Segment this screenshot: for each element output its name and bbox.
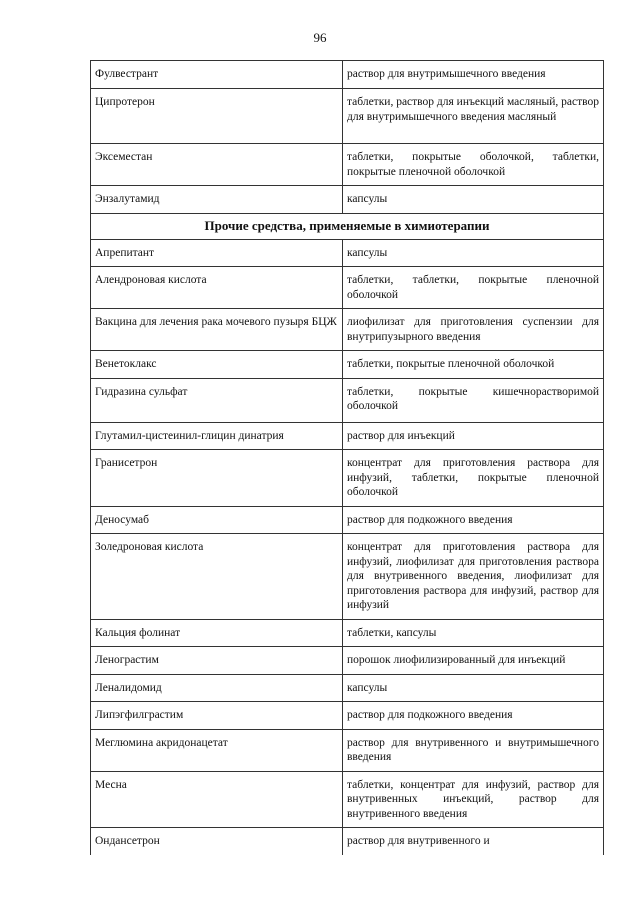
table-row (91, 351, 604, 379)
page-number: 96 (313, 30, 327, 45)
drug-name-cell: Липэгфилграстим (91, 702, 343, 730)
dosage-form-cell: капсулы (343, 239, 604, 267)
table-row (91, 702, 604, 730)
table-row (91, 729, 604, 771)
drug-name-cell: Золедроновая кислота (91, 534, 343, 620)
table-row (91, 534, 604, 620)
dosage-form-cell: таблетки, концентрат для инфузий, раствор для внутривенных инъекций, раствор для внутривенного введения (343, 771, 604, 828)
drug-name-cell: Апрепитант (91, 239, 343, 267)
drug-name-cell: Гидразина сульфат (91, 378, 343, 422)
dosage-form-cell: раствор для внутримышечного введения (343, 61, 604, 89)
dosage-form-cell: таблетки, раствор для инъекций масляный, раствор для внутримышечного введения масляный (343, 89, 604, 144)
section-title: Прочие средства, применяемые в химиотерапии (91, 214, 604, 240)
drug-name-cell: Энзалутамид (91, 186, 343, 214)
dosage-form-cell: порошок лиофилизированный для инъекций (343, 647, 604, 675)
drug-table (90, 60, 604, 855)
drug-name-cell: Месна (91, 771, 343, 828)
dosage-form-cell: раствор для инъекций (343, 422, 604, 450)
table-row (91, 771, 604, 828)
dosage-form-cell: капсулы (343, 186, 604, 214)
drug-name-cell: Алендроновая кислота (91, 267, 343, 309)
table-row (91, 619, 604, 647)
dosage-form-cell: раствор для подкожного введения (343, 506, 604, 534)
drug-name-cell: Ондансетрон (91, 828, 343, 855)
table-row (91, 309, 604, 351)
table-row (91, 186, 604, 214)
drug-name-cell: Венетоклакс (91, 351, 343, 379)
drug-name-cell: Леналидомид (91, 674, 343, 702)
drug-name-cell: Ципротерон (91, 89, 343, 144)
dosage-form-cell: лиофилизат для приготовления суспензии для внутрипузырного введения (343, 309, 604, 351)
dosage-form-cell: таблетки, покрытые оболочкой, таблетки, покрытые пленочной оболочкой (343, 144, 604, 186)
drug-name-cell: Деносумаб (91, 506, 343, 534)
dosage-form-cell: раствор для внутривенного и (343, 828, 604, 855)
table-body-before (91, 61, 604, 214)
dosage-form-cell: таблетки, капсулы (343, 619, 604, 647)
dosage-form-cell: капсулы (343, 674, 604, 702)
drug-name-cell: Кальция фолинат (91, 619, 343, 647)
table-row (91, 89, 604, 144)
drug-name-cell: Ленограстим (91, 647, 343, 675)
drug-name-cell: Эксеместан (91, 144, 343, 186)
table-row (91, 61, 604, 89)
dosage-form-cell: раствор для внутривенного и внутримышечного введения (343, 729, 604, 771)
table-body-after (91, 239, 604, 855)
table-row (91, 506, 604, 534)
table-row (91, 422, 604, 450)
drug-name-cell: Гранисетрон (91, 450, 343, 507)
section-header-row (91, 214, 604, 240)
section-body (91, 214, 604, 240)
dosage-form-cell: таблетки, покрытые пленочной оболочкой (343, 351, 604, 379)
dosage-form-cell: раствор для подкожного введения (343, 702, 604, 730)
table-row (91, 674, 604, 702)
table-row (91, 828, 604, 855)
drug-name-cell: Меглюмина акридонацетат (91, 729, 343, 771)
dosage-form-cell: таблетки, покрытые кишечнорастворимой оболочкой (343, 378, 604, 422)
dosage-form-cell: концентрат для приготовления раствора для инфузий, таблетки, покрытые пленочной оболочкой (343, 450, 604, 507)
dosage-form-cell: таблетки, таблетки, покрытые пленочной оболочкой (343, 267, 604, 309)
table-row (91, 378, 604, 422)
table-row (91, 450, 604, 507)
table-row (91, 144, 604, 186)
drug-name-cell: Фулвестрант (91, 61, 343, 89)
table-row (91, 647, 604, 675)
table-row (91, 267, 604, 309)
drug-name-cell: Глутамил-цистеинил-глицин динатрия (91, 422, 343, 450)
table-row (91, 239, 604, 267)
dosage-form-cell: концентрат для приготовления раствора для инфузий, лиофилизат для приготовления раствора для внутривенного введения, лиофилизат для приготовления раствора для инфузий, раствор для инфузий (343, 534, 604, 620)
drug-name-cell: Вакцина для лечения рака мочевого пузыря БЦЖ (91, 309, 343, 351)
